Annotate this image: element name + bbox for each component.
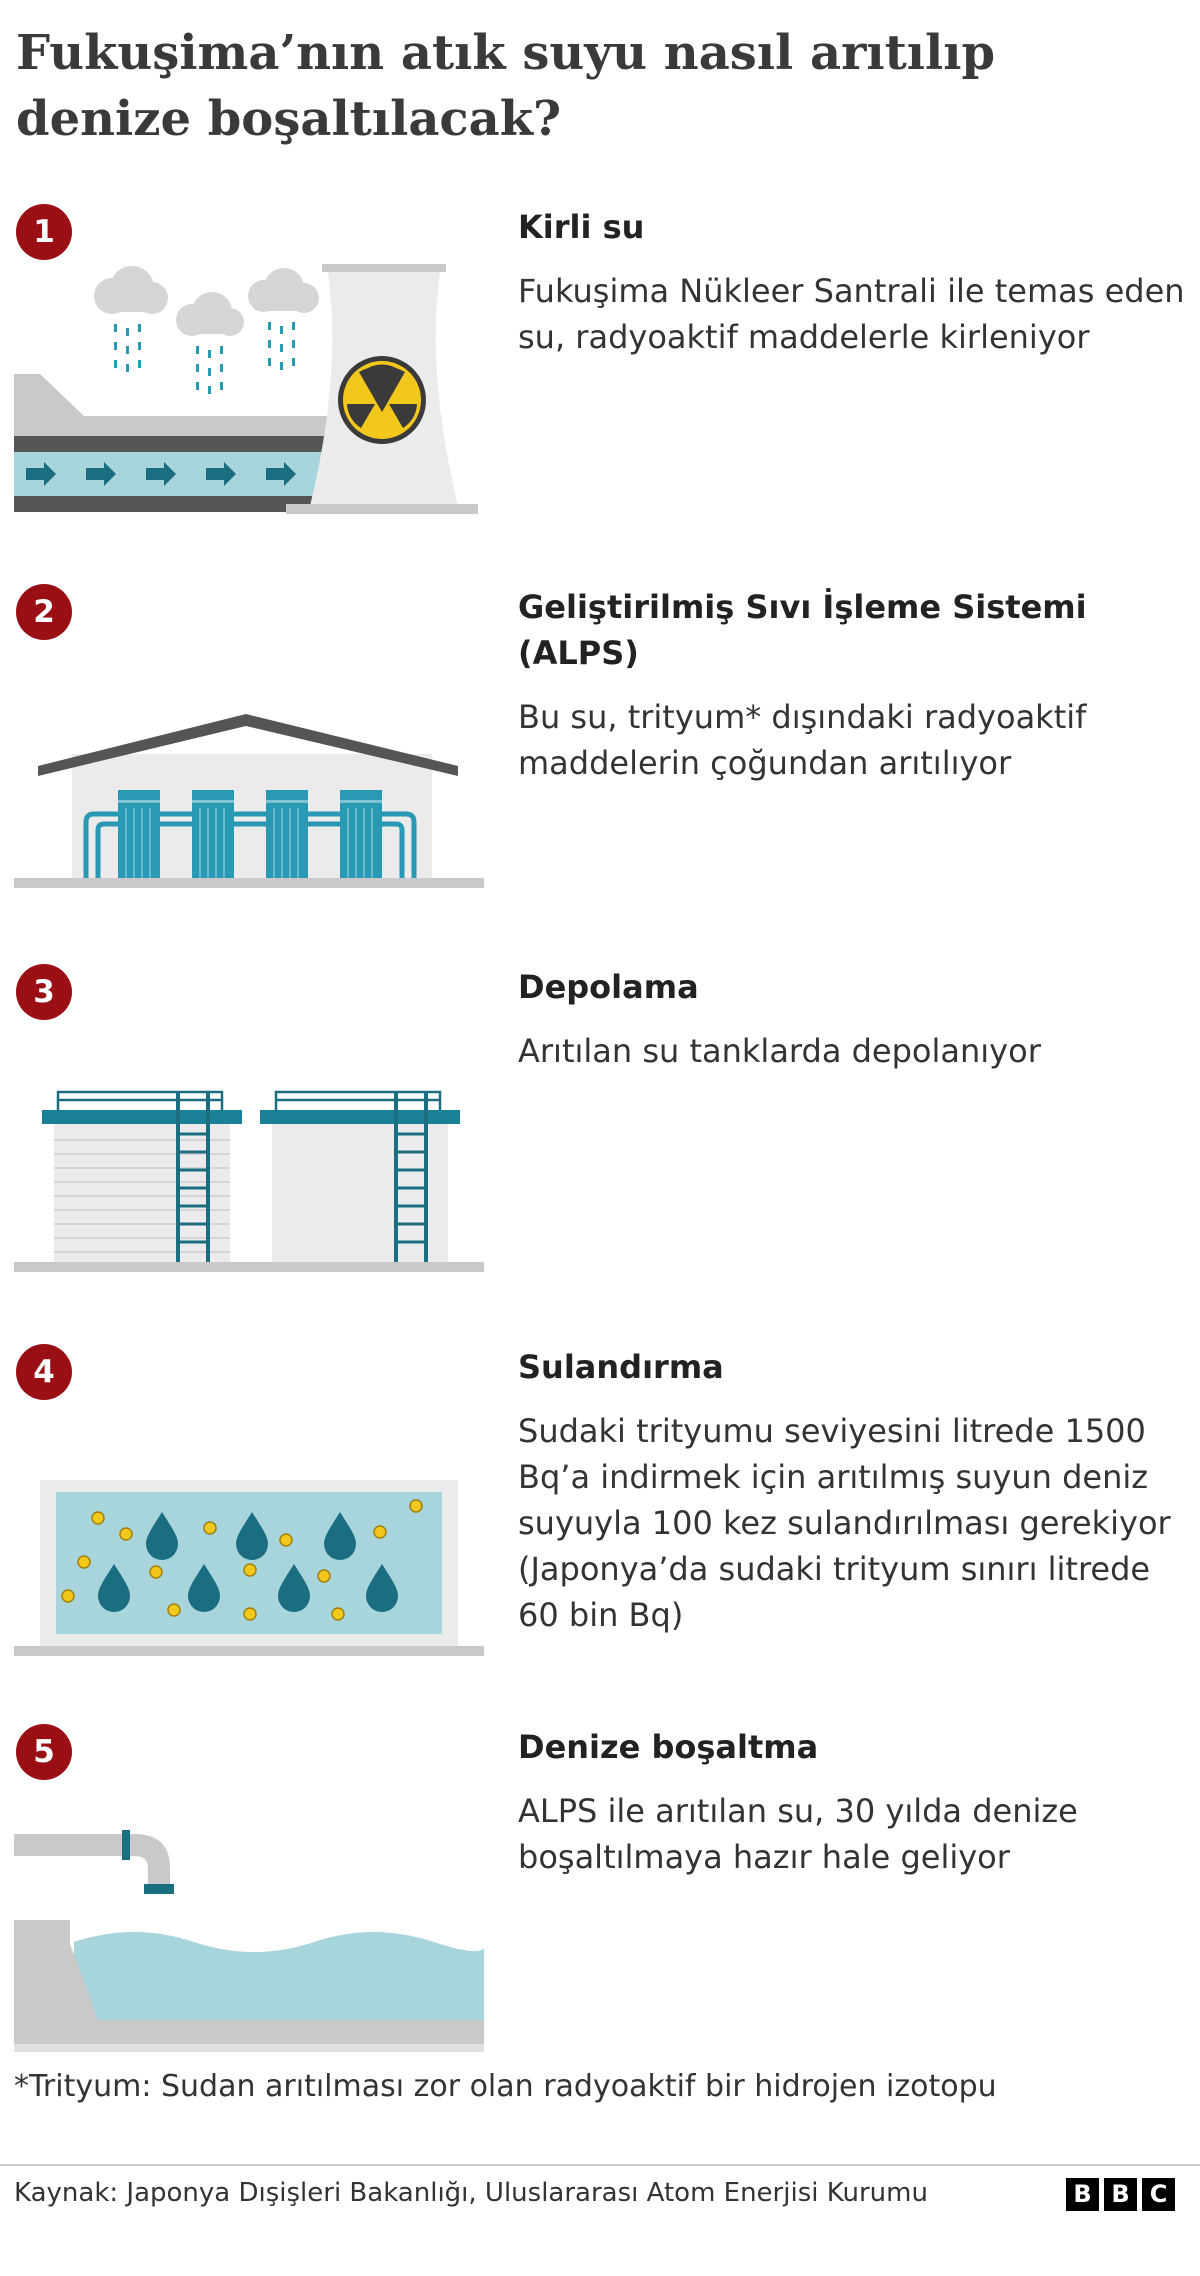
logo-letter: C	[1142, 2178, 1175, 2211]
bbc-logo	[1066, 2178, 1175, 2211]
step-description: Sudaki trityumu seviyesini litrede 1500 Bq’a indirmek için arıtılmış suyun deniz suyuyla 100 kez sulandırılması gerekiyor (Japonya’da sudaki trityum sınırı litrede 60 bin Bq)	[518, 1412, 1171, 1634]
step-number-badge: 4	[16, 1344, 72, 1400]
step-heading: Sulandırma	[518, 1348, 724, 1386]
sea-discharge-pipe-icon	[14, 1744, 484, 2054]
dilution-pool-icon	[14, 1364, 484, 1664]
step-heading: Denize boşaltma	[518, 1728, 819, 1766]
tritium-footnote: *Trityum: Sudan arıtılması zor olan radyoaktif bir hidrojen izotopu	[14, 2069, 997, 2104]
step-description: Bu su, trityum* dışındaki radyoaktif maddelerin çoğundan arıtılıyor	[518, 698, 1087, 782]
page-title: Fukuşima’nın atık suyu nasıl arıtılıp denize boşaltılacak?	[16, 25, 996, 147]
footer-divider	[0, 2164, 1200, 2166]
step-heading: Kirli su	[518, 208, 645, 246]
step-description: ALPS ile arıtılan su, 30 yılda denize boşaltılmaya hazır hale geliyor	[518, 1792, 1078, 1876]
alps-facility-icon	[14, 604, 484, 904]
logo-letter: B	[1066, 2178, 1099, 2211]
step-description: Fukuşima Nükleer Santrali ile temas eden su, radyoaktif maddelerle kirleniyor	[518, 272, 1185, 356]
step-number-badge: 1	[16, 204, 72, 260]
source-credit: Kaynak: Japonya Dışişleri Bakanlığı, Uluslararası Atom Enerjisi Kurumu	[14, 2178, 928, 2208]
step-description: Arıtılan su tanklarda depolanıyor	[518, 1032, 1041, 1070]
logo-letter: B	[1104, 2178, 1137, 2211]
step-number-badge: 5	[16, 1724, 72, 1780]
step-number-badge: 2	[16, 584, 72, 640]
step-number-badge: 3	[16, 964, 72, 1020]
storage-tanks-icon	[14, 984, 484, 1284]
step-heading: Geliştirilmiş Sıvı İşleme Sistemi (ALPS)	[518, 588, 1087, 672]
nuclear-plant-rain-icon	[14, 224, 484, 524]
step-heading: Depolama	[518, 968, 699, 1006]
